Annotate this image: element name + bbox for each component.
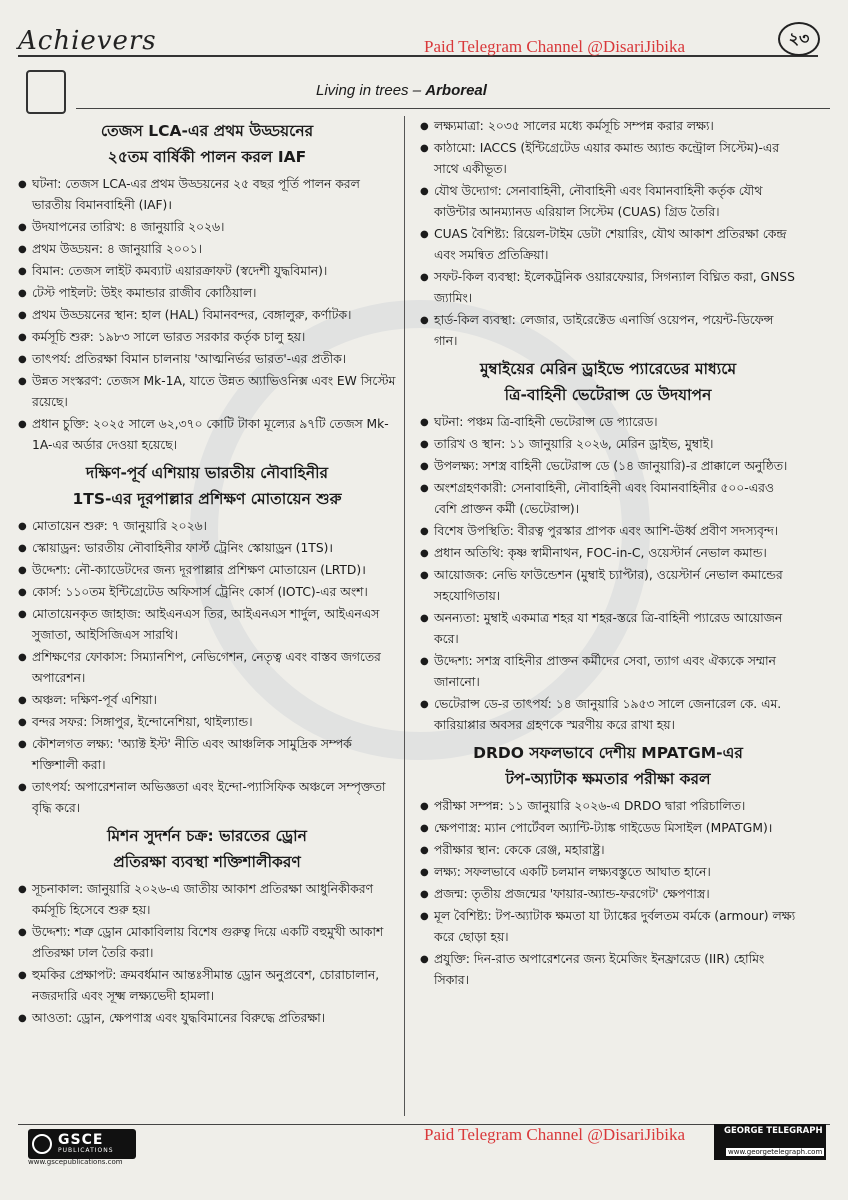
logo-icon — [26, 70, 66, 114]
bullet-item: ● কর্মসূচি শুরু: ১৯৮৩ সালে ভারত সরকার কর্তৃক চালু হয়। — [18, 327, 396, 348]
bullet-item: ● প্রজন্ম: তৃতীয় প্রজন্মের 'ফায়ার-অ্যান্ড-ফরগেট' ক্ষেপণাস্ত্র। — [420, 884, 796, 905]
bullet-item: ● উদ্দেশ্য: সশস্ত্র বাহিনীর প্রাক্তন কর্মীদের সেবা, ত্যাগ এবং ঐক্যকে সম্মান জানানো। — [420, 651, 796, 693]
bullet-item: ● ভেটেরান্স ডে-র তাৎপর্য: ১৪ জানুয়ারি ১৯৫৩ সালে জেনারেল কে. এম. কারিয়াপ্পার অবসর গ্রহণকে স্মরণীয় করে রাখা হয়। — [420, 694, 796, 736]
section-heading — [18, 118, 396, 170]
bullet-item: ● হার্ড-কিল ব্যবস্থা: লেজার, ডাইরেক্টেড এনার্জি ওয়েপন, পয়েন্ট-ডিফেন্স গান। — [420, 310, 796, 352]
bullet-list — [420, 796, 796, 991]
bullet-item: ● উপলক্ষ্য: সশস্ত্র বাহিনী ভেটেরান্স ডে (১৪ জানুয়ারি)-র প্রাক্কালে অনুষ্ঠিত। — [420, 456, 796, 477]
section-heading-line: 1TS-এর দূরপাল্লার প্রশিক্ষণ মোতায়েন শুরু — [72, 490, 342, 508]
section-heading — [420, 356, 796, 408]
tagline — [316, 82, 487, 99]
bullet-item: ● ঘটনা: পঞ্চম ত্রি-বাহিনী ভেটেরান্স ডে প্যারেড। — [420, 412, 796, 433]
section-heading-line: DRDO সফলভাবে দেশীয় MPATGM-এর — [473, 744, 743, 762]
bullet-item: ● পরীক্ষার স্থান: কেকে রেঞ্জ, মহারাষ্ট্র। — [420, 840, 796, 861]
bullet-item: ● উন্নত সংস্করণ: তেজস Mk-1A, যাতে উন্নত অ্যাভিওনিক্স এবং EW সিস্টেম রয়েছে। — [18, 371, 396, 413]
bullet-item: ● আয়োজক: নেভি ফাউন্ডেশন (মুম্বাই চ্যাপ্টার), ওয়েস্টার্ন নেভাল কমান্ডের সহযোগিতায়। — [420, 565, 796, 607]
gsce-sub: PUBLICATIONS — [58, 1147, 114, 1154]
george-url: www.georgetelegraph.com — [728, 1148, 823, 1156]
section-heading-line: ২৫তম বার্ষিকী পালন করল IAF — [107, 148, 307, 166]
bullet-item: ● সূচনাকাল: জানুয়ারি ২০২৬-এ জাতীয় আকাশ প্রতিরক্ষা আধুনিকীকরণ কর্মসূচি হিসেবে শুরু হয়। — [18, 879, 396, 921]
bullet-item: ● প্রধান চুক্তি: ২০২৫ সালে ৬২,৩৭০ কোটি টাকা মূল্যের ৯৭টি তেজস Mk-1A-এর অর্ডার দেওয়া হয়েছে। — [18, 414, 396, 456]
bullet-list — [18, 174, 396, 456]
bullet-item: ● যৌথ উদ্যোগ: সেনাবাহিনী, নৌবাহিনী এবং বিমানবাহিনী কর্তৃক যৌথ কাউন্টার আনম্যানড এরিয়াল সিস্টেম (CUAS) গ্রিড তৈরি। — [420, 181, 796, 223]
brand-title: Achievers — [18, 26, 157, 56]
promo-text-bottom: Paid Telegram Channel @DisariJibika — [424, 1125, 686, 1144]
bullet-item: ● লক্ষ্য: সফলভাবে একটি চলমান লক্ষ্যবস্তুতে আঘাত হানে। — [420, 862, 796, 883]
bullet-item: ● তাৎপর্য: অপারেশনাল অভিজ্ঞতা এবং ইন্দো-প্যাসিফিক অঞ্চলে সম্পৃক্ততা বৃদ্ধি করে। — [18, 777, 396, 819]
bullet-item: ● উদ্দেশ্য: শত্রু ড্রোন মোকাবিলায় বিশেষ গুরুত্ব দিয়ে একটি বহুমুখী আকাশ প্রতিরক্ষা ঢাল তৈরি করা। — [18, 922, 396, 964]
bullet-item: ● ঘটনা: তেজস LCA-এর প্রথম উড্ডয়নের ২৫ বছর পূর্তি পালন করল ভারতীয় বিমানবাহিনী (IAF)। — [18, 174, 396, 216]
tagline-divider — [76, 108, 830, 109]
section-heading-line: মিশন সুদর্শন চক্র: ভারতের ড্রোন — [107, 827, 307, 845]
bullet-item: ● প্রশিক্ষণের ফোকাস: সিম্যানশিপ, নেভিগেশন, নেতৃত্ব এবং বাস্তব জগতের অপারেশন। — [18, 647, 396, 689]
bullet-item: ● টেস্ট পাইলট: উইং কমান্ডার রাজীব কোঠিয়াল। — [18, 283, 396, 304]
bullet-list — [18, 516, 396, 819]
bullet-item: ● প্রধান অতিথি: কৃষ্ণ স্বামীনাথন, FOC-in-C, ওয়েস্টার্ন নেভাল কমান্ড। — [420, 543, 796, 564]
bullet-item: ● বন্দর সফর: সিঙ্গাপুর, ইন্দোনেশিয়া, থাইল্যান্ড। — [18, 712, 396, 733]
section-heading — [18, 823, 396, 875]
bullet-item: ● পরীক্ষা সম্পন্ন: ১১ জানুয়ারি ২০২৬-এ DRDO দ্বারা পরিচালিত। — [420, 796, 796, 817]
section-heading-line: মুম্বাইয়ের মেরিন ড্রাইভে প্যারেডের মাধ্যমে — [479, 360, 737, 378]
bullet-item: ● প্রথম উড্ডয়নের স্থান: হাল (HAL) বিমানবন্দর, বেঙ্গালুরু, কর্ণাটক। — [18, 305, 396, 326]
bullet-item: ● প্রযুক্তি: দিন-রাত অপারেশনের জন্য ইমেজিং ইনফ্রারেড (IIR) হোমিং সিকার। — [420, 949, 796, 991]
bullet-item: ● মূল বৈশিষ্ট্য: টপ-অ্যাটাক ক্ষমতা যা ট্যাঙ্কের দুর্বলতম বর্মকে (armour) লক্ষ্য করে ছোড়া হয়। — [420, 906, 796, 948]
gsce-url: www.gscepublications.com — [28, 1158, 123, 1166]
bullet-item: ● উদ্দেশ্য: নৌ-ক্যাডেটদের জন্য দূরপাল্লার প্রশিক্ষণ মোতায়েন (LRTD)। — [18, 560, 396, 581]
bullet-item: ● প্রথম উড্ডয়ন: ৪ জানুয়ারি ২০০১। — [18, 239, 396, 260]
column-divider — [404, 116, 405, 1116]
left-column — [18, 116, 396, 1033]
bullet-item: ● বিশেষ উপস্থিতি: বীরত্ব পুরস্কার প্রাপক এবং আশি-ঊর্ধ্ব প্রবীণ সদস্যবৃন্দ। — [420, 521, 796, 542]
bullet-item: ● অংশগ্রহণকারী: সেনাবাহিনী, নৌবাহিনী এবং বিমানবাহিনীর ৫০০-এরও বেশি প্রাক্তন কর্মী (ভেটেরান্স)। — [420, 478, 796, 520]
bullet-item: ● উদযাপনের তারিখ: ৪ জানুয়ারি ২০২৬। — [18, 217, 396, 238]
section-heading-line: টপ-অ্যাটাক ক্ষমতার পরীক্ষা করল — [505, 770, 711, 788]
bullet-list — [18, 879, 396, 1029]
book-icon — [32, 1134, 52, 1154]
bullet-item: ● বিমান: তেজস লাইট কমব্যাট এয়ারক্রাফট (স্বদেশী যুদ্ধবিমান)। — [18, 261, 396, 282]
section-heading — [18, 460, 396, 512]
bullet-list — [420, 412, 796, 736]
bullet-list — [420, 116, 796, 352]
gsce-name: GSCE — [58, 1132, 104, 1148]
bullet-item: ● কৌশলগত লক্ষ্য: 'অ্যাক্ট ইস্ট' নীতি এবং আঞ্চলিক সামুদ্রিক সম্পর্ক শক্তিশালী করা। — [18, 734, 396, 776]
bullet-item: ● তাৎপর্য: প্রতিরক্ষা বিমান চালনায় 'আত্মনির্ভর ভারত'-এর প্রতীক। — [18, 349, 396, 370]
bullet-item: ● তারিখ ও স্থান: ১১ জানুয়ারি ২০২৬, মেরিন ড্রাইভ, মুম্বাই। — [420, 434, 796, 455]
tagline-answer: Arboreal — [425, 82, 487, 99]
section-heading-line: দক্ষিণ-পূর্ব এশিয়ায় ভারতীয় নৌবাহিনীর — [85, 464, 329, 482]
bullet-item: ● আওতা: ড্রোন, ক্ষেপণাস্ত্র এবং যুদ্ধবিমানের বিরুদ্ধে প্রতিরক্ষা। — [18, 1008, 396, 1029]
bullet-item: ● মোতায়েন শুরু: ৭ জানুয়ারি ২০২৬। — [18, 516, 396, 537]
bullet-item: ● অঞ্চল: দক্ষিণ-পূর্ব এশিয়া। — [18, 690, 396, 711]
bullet-item: ● সফট-কিল ব্যবস্থা: ইলেকট্রনিক ওয়ারফেয়ার, সিগন্যাল বিঘ্নিত করা, GNSS জ্যামিং। — [420, 267, 796, 309]
bullet-item: ● ক্ষেপণাস্ত্র: ম্যান পোর্টেবল অ্যান্টি-ট্যাঙ্ক গাইডেড মিসাইল (MPATGM)। — [420, 818, 796, 839]
tagline-prefix: Living in trees – — [316, 82, 426, 99]
bullet-item: ● CUAS বৈশিষ্ট্য: রিয়েল-টাইম ডেটা শেয়ারিং, যৌথ আকাশ প্রতিরক্ষা কেন্দ্র এবং সমন্বিত প্রতিক্রিয়া। — [420, 224, 796, 266]
bullet-item: ● অনন্যতা: মুম্বাই একমাত্র শহর যা শহর-স্তরে ত্রি-বাহিনী প্যারেড আয়োজন করে। — [420, 608, 796, 650]
section-heading-line: প্রতিরক্ষা ব্যবস্থা শক্তিশালীকরণ — [113, 853, 301, 871]
bullet-item: ● কোর্স: ১১০তম ইন্টিগ্রেটেড অফিসার্স ট্রেনিং কোর্স (IOTC)-এর অংশ। — [18, 582, 396, 603]
george-title: GEORGE TELEGRAPH — [724, 1126, 823, 1136]
page-number: ২৩ — [778, 22, 820, 56]
section-heading — [420, 740, 796, 792]
bullet-item: ● লক্ষ্যমাত্রা: ২০৩৫ সালের মধ্যে কর্মসূচি সম্পন্ন করার লক্ষ্য। — [420, 116, 796, 137]
section-heading-line: তেজস LCA-এর প্রথম উড্ডয়নের — [100, 122, 314, 140]
george-telegraph-logo — [714, 1124, 826, 1160]
section-heading-line: ত্রি-বাহিনী ভেটেরান্স ডে উদযাপন — [504, 386, 712, 404]
bullet-item: ● কাঠামো: IACCS (ইন্টিগ্রেটেড এয়ার কমান্ড অ্যান্ড কন্ট্রোল সিস্টেম)-এর সাথে একীভূত। — [420, 138, 796, 180]
bullet-item: ● মোতায়েনকৃত জাহাজ: আইএনএস তির, আইএনএস শার্দুল, আইএনএস সুজাতা, আইসিজিএস সারথি। — [18, 604, 396, 646]
header-divider — [18, 55, 818, 57]
promo-text-top: Paid Telegram Channel @DisariJibika — [424, 37, 686, 56]
right-column — [420, 116, 796, 995]
bullet-item: ● স্কোয়াড্রন: ভারতীয় নৌবাহিনীর ফার্স্ট ট্রেনিং স্কোয়াড্রন (1TS)। — [18, 538, 396, 559]
gsce-logo — [28, 1129, 136, 1159]
bullet-item: ● হুমকির প্রেক্ষাপট: ক্রমবর্ধমান আন্তঃসীমান্ত ড্রোন অনুপ্রবেশ, চোরাচালান, নজরদারি এবং সূক্ষ্ম লক্ষ্যভেদী হামলা। — [18, 965, 396, 1007]
